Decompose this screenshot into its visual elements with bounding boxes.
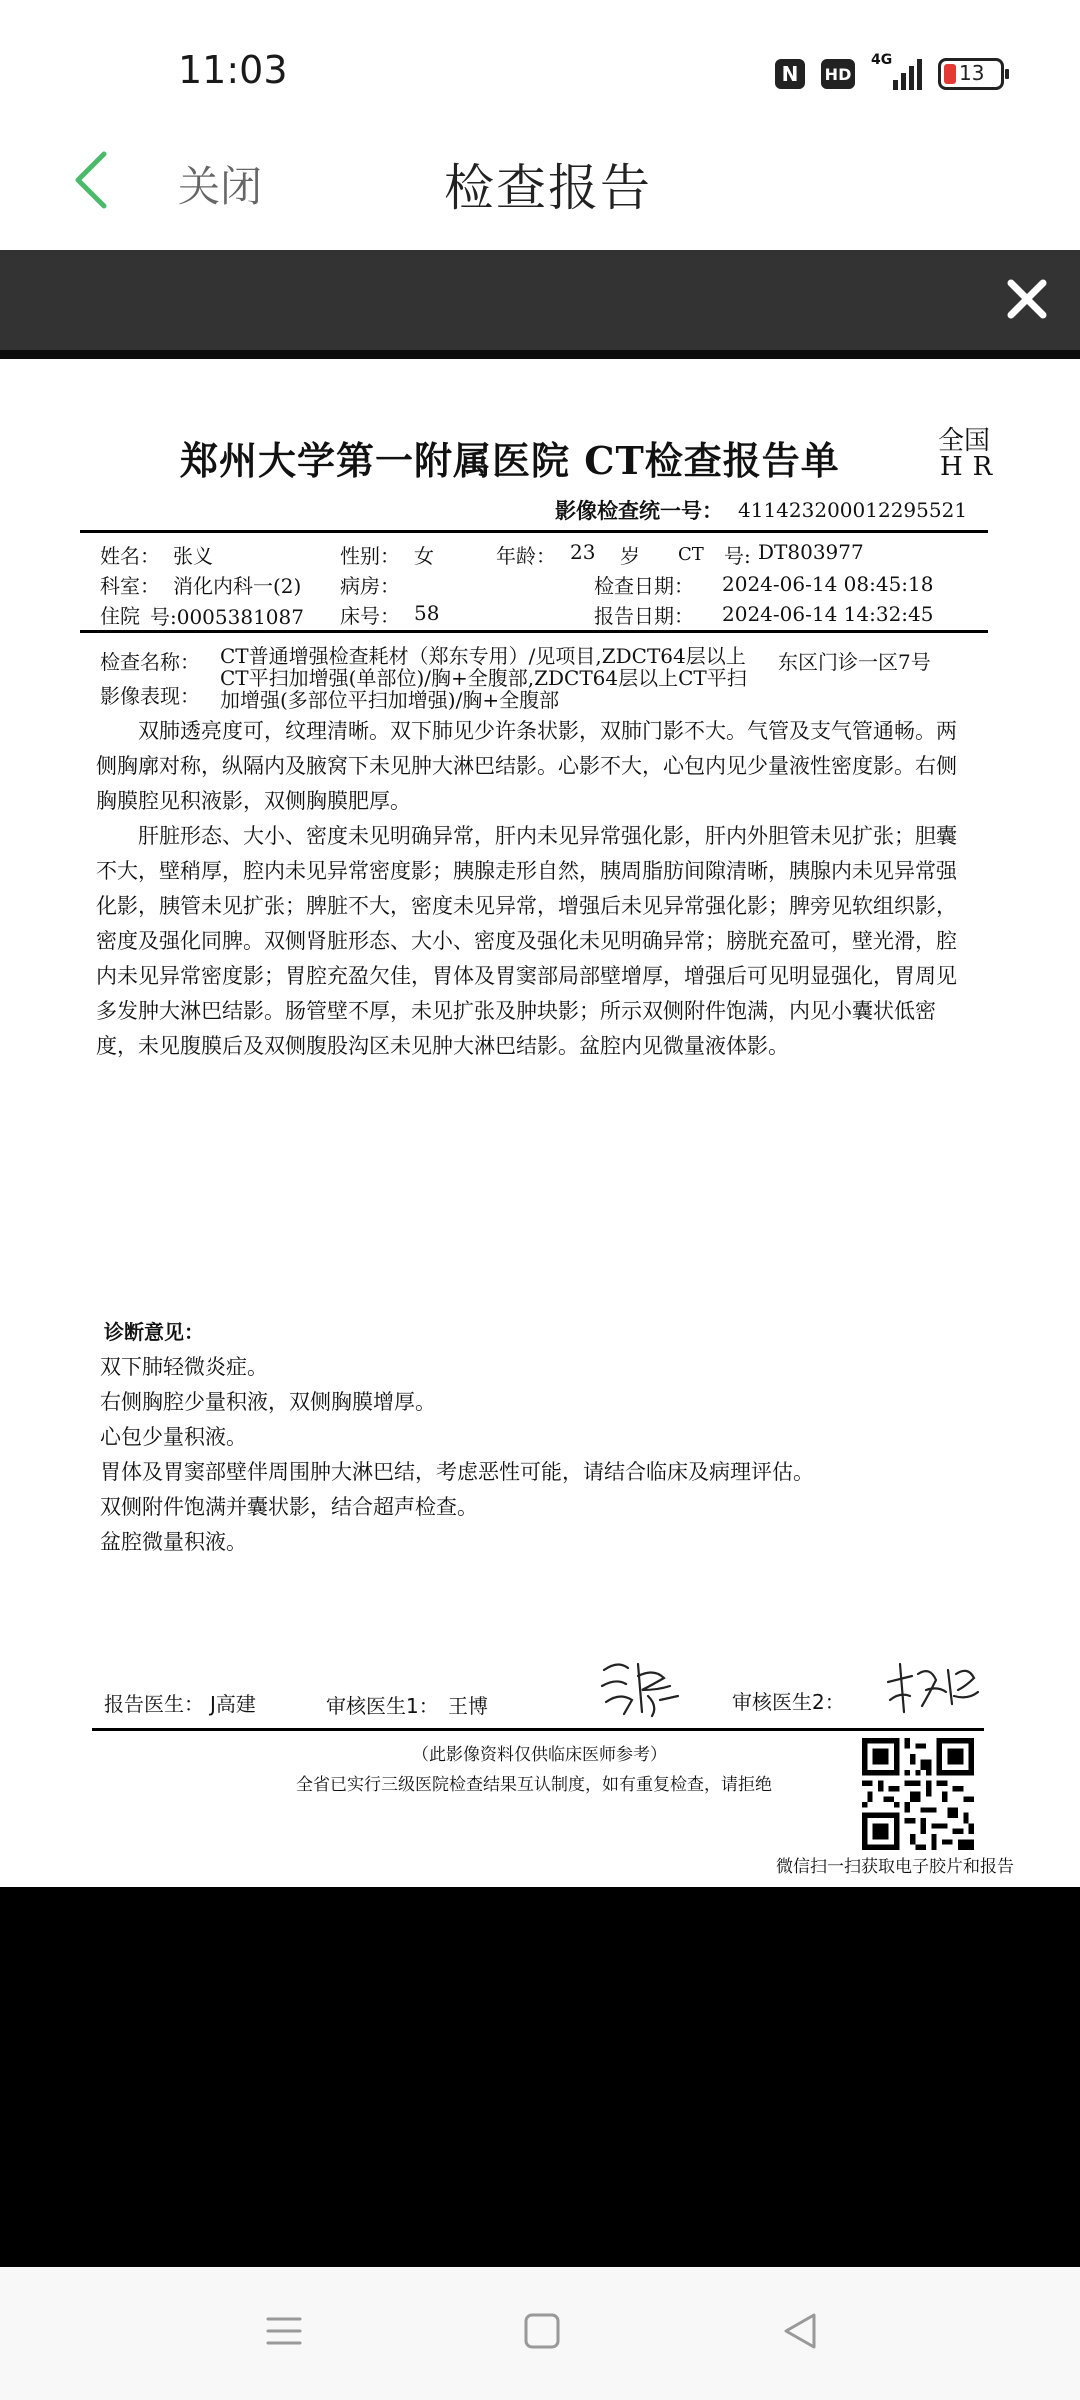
- exam-date-label: 检查日期：: [594, 574, 694, 598]
- diagnosis-item: 右侧胸腔少量积液，双侧胸膜增厚。: [100, 1390, 436, 1414]
- reporter-name: J高建: [210, 1692, 256, 1716]
- back-nav-icon[interactable]: [780, 2311, 820, 2351]
- viewer-background: [0, 1887, 1080, 2267]
- national-mark-line1: 全国: [938, 426, 991, 456]
- ct-label: CT: [678, 544, 704, 565]
- toolbar-divider: [0, 350, 1080, 359]
- exam-name-label: 检查名称：: [100, 650, 200, 674]
- reviewer2-signature: [882, 1656, 982, 1720]
- signal-icon: [871, 52, 922, 90]
- exam-date: 2024-06-14 08:45:18: [722, 572, 934, 596]
- battery-level: 13: [959, 61, 985, 85]
- footer-rule: [92, 1728, 984, 1731]
- diagnosis-item: 胃体及胃窦部壁伴周围肿大淋巴结，考虑恶性可能，请结合临床及病理评估。: [100, 1460, 814, 1484]
- hospital-title: 郑州大学第一附属医院 CT检查报告单: [180, 438, 840, 483]
- status-time: 11:03: [178, 48, 288, 92]
- name-label: 姓名：: [100, 544, 160, 568]
- reviewer2-label: 审核医生2：: [732, 1690, 845, 1714]
- reviewer1-signature: [598, 1656, 682, 1720]
- nfc-icon: N: [775, 59, 805, 89]
- qr-code[interactable]: [862, 1738, 974, 1850]
- system-nav-bar: [0, 2267, 1080, 2400]
- unified-id-label: 影像检查统一号：: [555, 499, 723, 523]
- unified-id-value: 411423200012295521: [738, 498, 968, 522]
- diagnosis-label: 诊断意见：: [104, 1320, 204, 1344]
- diagnosis-item: 盆腔微量积液。: [100, 1530, 247, 1554]
- inpatient-number: 号:0005381087: [150, 605, 304, 629]
- findings: [96, 714, 976, 1064]
- disclaimer-note: （此影像资料仅供临床医师参考）: [412, 1745, 667, 1765]
- page-title: 检查报告: [444, 159, 652, 217]
- viewer-toolbar: [0, 250, 1080, 350]
- close-button[interactable]: 关闭: [178, 162, 263, 211]
- ct-number: DT803977: [758, 540, 864, 564]
- qr-caption: 微信扫一扫获取电子胶片和报告: [776, 1857, 1014, 1877]
- diagnosis-item: 双下肺轻微炎症。: [100, 1355, 268, 1379]
- header-rule: [80, 530, 988, 533]
- inpatient-label: 住院: [100, 604, 140, 628]
- ward-label: 病房：: [340, 574, 400, 598]
- battery-icon: [938, 58, 1004, 90]
- dept-label: 科室：: [100, 574, 160, 598]
- exam-name-line1: CT普通增强检查耗材（郑东专用）/见项目,ZDCT64层以上: [220, 644, 746, 668]
- reporter-label: 报告医生：: [104, 1692, 204, 1716]
- reviewer1-label: 审核医生1：: [326, 1694, 439, 1718]
- diagnosis-list: [100, 1350, 814, 1560]
- exam-location: 东区门诊一区7号: [778, 650, 931, 674]
- status-icons: [775, 54, 1004, 94]
- age-label: 年龄：: [496, 544, 556, 568]
- reviewer1-name: 王博: [448, 1694, 488, 1718]
- department: 消化内科一(2): [173, 574, 302, 598]
- close-icon[interactable]: [1004, 276, 1050, 322]
- hd-icon: HD: [821, 59, 855, 89]
- exam-name-line2: CT平扫加增强(单部位)/胸+全腹部,ZDCT64层以上CT平扫: [220, 666, 747, 690]
- menu-icon[interactable]: [264, 2311, 304, 2351]
- patient-gender: 女: [414, 544, 434, 568]
- diagnosis-item: 双侧附件饱满并囊状影，结合超声检查。: [100, 1495, 478, 1519]
- national-mark-line2: HR: [940, 452, 1003, 482]
- report-date: 2024-06-14 14:32:45: [722, 602, 934, 626]
- report-date-label: 报告日期：: [594, 604, 694, 628]
- mutual-recognition-note: 全省已实行三级医院检查结果互认制度，如有重复检查，请拒绝: [296, 1775, 772, 1795]
- imaging-label: 影像表现：: [100, 684, 200, 708]
- ct-no-label: 号:: [724, 544, 751, 568]
- gender-label: 性别：: [340, 544, 400, 568]
- info-rule: [80, 630, 988, 633]
- diagnosis-item: 心包少量积液。: [100, 1425, 247, 1449]
- patient-name: 张义: [173, 544, 213, 568]
- patient-age: 23: [570, 540, 596, 564]
- bed-number: 58: [414, 601, 440, 625]
- home-icon[interactable]: [522, 2311, 562, 2351]
- findings-abdomen: 肝脏形态、大小、密度未见明确异常，肝内未见异常强化影，肝内外胆管未见扩张；胆囊不大，壁稍厚，腔内未见异常密度影；胰腺走形自然，胰周脂肪间隙清晰，胰腺内未见异常强化影，胰管未见扩张；脾脏不大，密度未见异常，增强后未见异常强化影；脾旁见软组织影，密度及强化同脾。双侧肾脏形态、大小、密度及强化未见明确异常；膀胱充盈可，壁光滑，腔内未见异常密度影；胃腔充盈欠佳，胃体及胃窦部局部壁增厚，增强后可见明显强化，胃周见多发肿大淋巴结影。肠管壁不厚，未见扩张及肿块影；所示双侧附件饱满，内见小囊状低密度，未见腹膜后及双侧腹股沟区未见肿大淋巴结影。盆腔内见微量液体影。: [96, 824, 957, 1058]
- age-unit: 岁: [620, 544, 640, 568]
- bed-label: 床号：: [340, 604, 400, 628]
- findings-chest: 双肺透亮度可，纹理清晰。双下肺见少许条状影，双肺门影不大。气管及支气管通畅。两侧胸廓对称，纵隔内及腋窝下未见肿大淋巴结影。心影不大，心包内见少量液性密度影。右侧胸膜腔见积液影，双侧胸膜肥厚。: [96, 719, 957, 813]
- back-icon[interactable]: [66, 148, 116, 212]
- exam-name-line3: 加增强(多部位平扫加增强)/胸+全腹部: [220, 688, 560, 712]
- network-type: 4G: [871, 52, 893, 68]
